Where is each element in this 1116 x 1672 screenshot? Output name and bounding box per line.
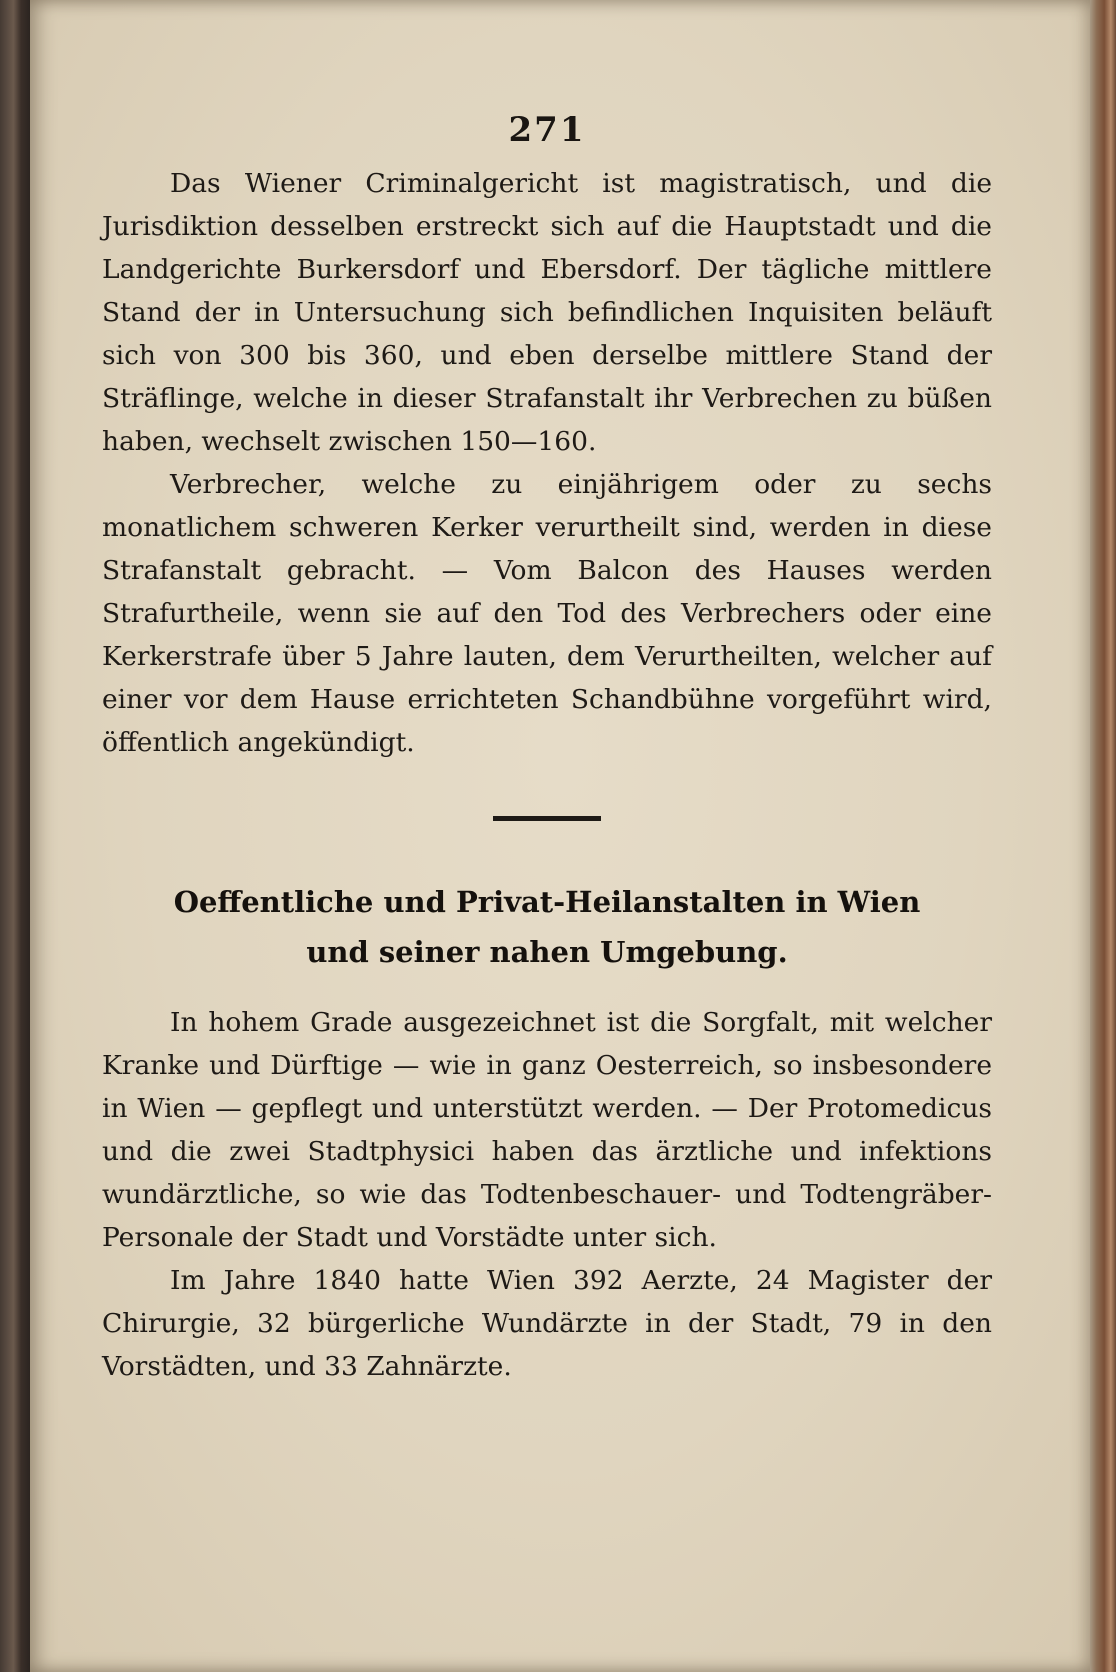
- section-heading: [102, 877, 992, 977]
- page-content: [102, 100, 992, 1388]
- section-heading-line-1: Oeffentliche und Privat-Heilanstalten in Wien: [173, 885, 921, 919]
- section-divider: [493, 816, 601, 821]
- book-gutter-left: [0, 0, 30, 1672]
- section-heading-line-2: und seiner nahen Umgebung.: [306, 935, 788, 969]
- page-sheet: [30, 0, 1090, 1672]
- page-number: 271: [508, 110, 586, 150]
- paragraph-criminal-court: Das Wiener Criminalgericht ist magistratisch, und die Jurisdiktion desselben erstreckt sich auf die Hauptstadt und die Landgerichte Burkersdorf und Ebersdorf. Der tägliche mittlere Stand der in Untersuchung sich befindlichen Inquisiten beläuft sich von 300 bis 360, und eben derselbe mittlere Stand der Sträflinge, welche in dieser Strafanstalt ihr Verbrechen zu büßen haben, wechselt zwischen 150—160.: [102, 168, 992, 457]
- paragraph-verdicts: Verbrecher, welche zu einjährigem oder zu sechs monatlichem schweren Kerker verurtheilt sind, werden in diese Strafanstalt gebracht. — Vom Balcon des Hauses werden Strafurtheile, wenn sie auf den Tod des Verbrechers oder eine Kerkerstrafe über 5 Jahre lauten, dem Verurtheilten, welcher auf einer vor dem Hause errichteten Schandbühne vorgeführt wird, öffentlich angekündigt.: [102, 469, 992, 758]
- section-body: [102, 1001, 992, 1388]
- paragraph-care: In hohem Grade ausgezeichnet ist die Sorgfalt, mit welcher Kranke und Dürftige — wie in ganz Oesterreich, so insbesondere in Wien — gepflegt und unterstützt werden. — Der Protomedicus und die zwei Stadtphysici haben das ärztliche und infektions wundärztliche, so wie das Todtenbeschauer- und Todtengräber-Personale der Stadt und Vorstädte unter sich.: [102, 1007, 992, 1253]
- paragraph-statistics-1840: Im Jahre 1840 hatte Wien 392 Aerzte, 24 Magister der Chirurgie, 32 bürgerliche Wundärzte in der Stadt, 79 in den Vorstädten, und 33 Zahnärzte.: [102, 1265, 992, 1382]
- book-edge-right: [1090, 0, 1116, 1672]
